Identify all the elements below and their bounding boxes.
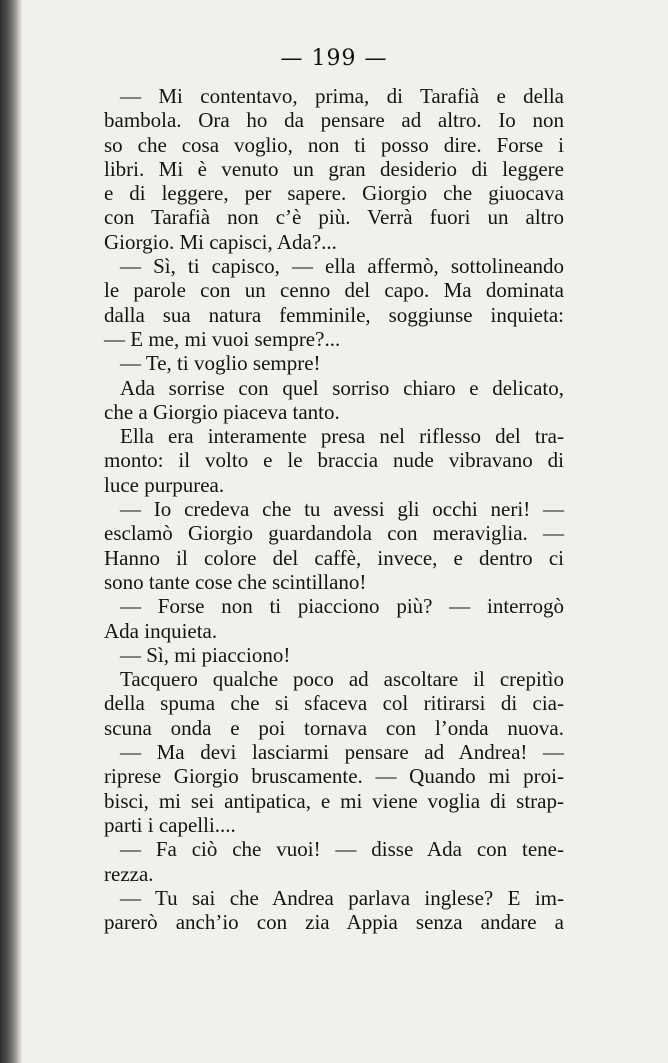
text-line: dalla sua natura femminile, soggiunse inquieta: bbox=[104, 302, 564, 327]
text-line: riprese Giorgio bruscamente. — Quando mi proi- bbox=[104, 764, 564, 789]
text-line: con Tarafià non c’è più. Verrà fuori un altro bbox=[104, 205, 564, 230]
text-line: bisci, mi sei antipatica, e mi viene voglia di strap- bbox=[104, 788, 564, 813]
body-text bbox=[104, 84, 564, 934]
text-line: rezza. bbox=[104, 861, 154, 886]
text-line: sono tante cose che scintillano! bbox=[104, 569, 367, 594]
text-line: — Mi contentavo, prima, di Tarafià e della bbox=[120, 84, 564, 108]
text-line: esclamò Giorgio guardandola con meraviglia. — bbox=[104, 521, 564, 546]
text-line: parerò anch’io con zia Appia senza andare a bbox=[104, 910, 564, 935]
page-number: — 199 — bbox=[280, 46, 388, 71]
text-line: le parole con un cenno del capo. Ma dominata bbox=[104, 278, 564, 303]
text-line: monto: il volto e le braccia nude vibravano di bbox=[104, 448, 564, 473]
text-line: della spuma che si sfaceva col ritirarsi di cia- bbox=[104, 691, 564, 716]
text-line: — E me, mi vuoi sempre?... bbox=[104, 326, 341, 351]
text-line: — Te, ti voglio sempre! bbox=[120, 351, 321, 376]
text-line: — Fa ciò che vuoi! — disse Ada con tene- bbox=[120, 837, 564, 862]
text-line: e di leggere, per sapere. Giorgio che giuocava bbox=[104, 181, 564, 206]
text-line: — Io credeva che tu avessi gli occhi neri! — bbox=[120, 497, 564, 522]
text-line: — Tu sai che Andrea parlava inglese? E im- bbox=[120, 885, 564, 910]
text-line: — Ma devi lasciarmi pensare ad Andrea! — bbox=[120, 740, 564, 765]
text-line: — Sì, ti capisco, — ella affermò, sottolineando bbox=[120, 254, 564, 279]
text-line: Ada sorrise con quel sorriso chiaro e delicato, bbox=[120, 375, 564, 400]
text-line: Ella era interamente presa nel riflesso del tra- bbox=[120, 424, 564, 449]
text-line: bambola. Ora ho da pensare ad altro. Io non bbox=[104, 108, 564, 133]
text-line: luce purpurea. bbox=[104, 472, 225, 497]
text-line: parti i capelli.... bbox=[104, 812, 236, 837]
text-line: che a Giorgio piaceva tanto. bbox=[104, 399, 340, 424]
text-line: Tacquero qualche poco ad ascoltare il crepitìo bbox=[120, 667, 564, 692]
text-line: Hanno il colore del caffè, invece, e dentro ci bbox=[104, 545, 564, 570]
text-line: so che cosa voglio, non ti posso dire. Forse i bbox=[104, 132, 564, 157]
text-line: Giorgio. Mi capisci, Ada?... bbox=[104, 229, 337, 254]
text-line: — Sì, mi piacciono! bbox=[120, 642, 291, 667]
text-line: libri. Mi è venuto un gran desiderio di leggere bbox=[104, 156, 564, 181]
text-line: scuna onda e poi tornava con l’onda nuova. bbox=[104, 715, 564, 740]
book-spine-shadow bbox=[0, 0, 22, 1063]
text-line: Ada inquieta. bbox=[104, 618, 218, 643]
text-line: — Forse non ti piacciono più? — interrogò bbox=[120, 594, 564, 619]
